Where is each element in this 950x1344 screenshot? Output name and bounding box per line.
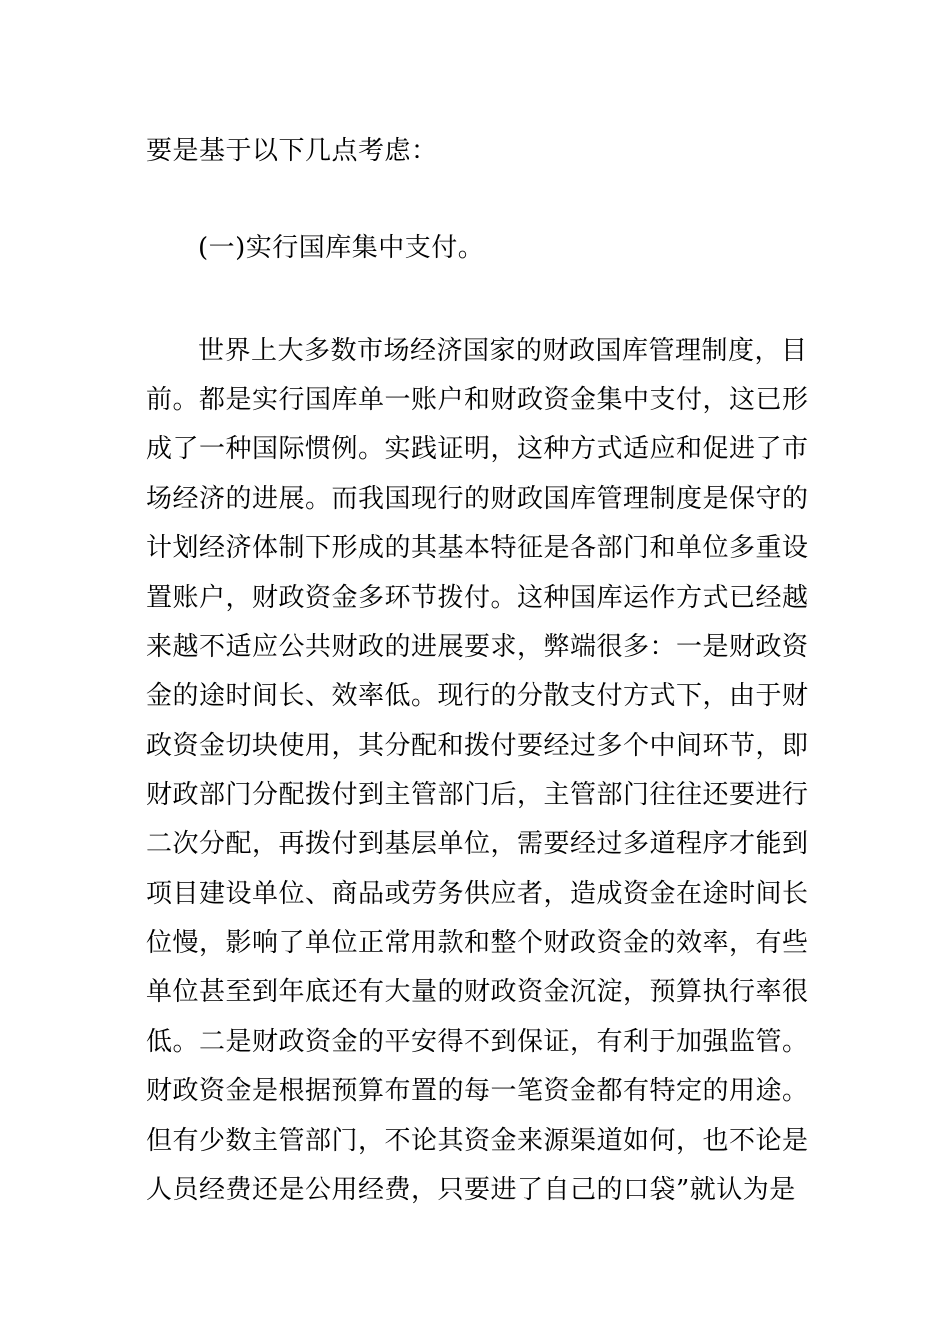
paragraph-line: 低。二是财政资金的平安得不到保证，有利于加强监管。 [146, 1027, 809, 1057]
paragraph-line: 成了一种国际惯例。实践证明，这种方式适应和促进了市 [146, 434, 809, 464]
paragraph-line: 二次分配，再拨付到基层单位，需要经过多道程序才能到 [146, 829, 809, 859]
paragraph-line: 项目建设单位、商品或劳务供应者，造成资金在途时间长 [146, 879, 809, 909]
paragraph-line: 计划经济体制下形成的其基本特征是各部门和单位多重设 [146, 533, 809, 563]
section-heading: (一)实行国库集中支付。 [198, 233, 485, 263]
paragraph-line: 置账户，财政资金多环节拨付。这种国库运作方式已经越 [146, 583, 809, 613]
paragraph-line: 世界上大多数市场经济国家的财政国库管理制度，目 [198, 336, 808, 366]
paragraph-line: 场经济的进展。而我国现行的财政国库管理制度是保守的 [146, 484, 809, 514]
paragraph-line: 金的途时间长、效率低。现行的分散支付方式下，由于财 [146, 681, 809, 711]
paragraph-line: 财政部门分配拨付到主管部门后，主管部门往往还要进行 [146, 780, 809, 810]
paragraph-line: 来越不适应公共财政的进展要求，弊端很多：一是财政资 [146, 632, 809, 662]
paragraph-line: 但有少数主管部门，不论其资金来源渠道如何，也不论是 [146, 1126, 809, 1156]
paragraph-line: 政资金切块使用，其分配和拨付要经过多个中间环节，即 [146, 731, 809, 761]
paragraph-line: 位慢，影响了单位正常用款和整个财政资金的效率，有些 [146, 928, 809, 958]
paragraph-line: 人员经费还是公用经费，只要进了自己的口袋”就认为是 [146, 1175, 796, 1205]
paragraph-line: 财政资金是根据预算布置的每一笔资金都有特定的用途。 [146, 1076, 809, 1106]
intro-line: 要是基于以下几点考虑： [146, 136, 438, 166]
paragraph-line: 前。都是实行国库单一账户和财政资金集中支付，这已形 [146, 385, 809, 415]
paragraph-line: 单位甚至到年底还有大量的财政资金沉淀，预算执行率很 [146, 977, 809, 1007]
